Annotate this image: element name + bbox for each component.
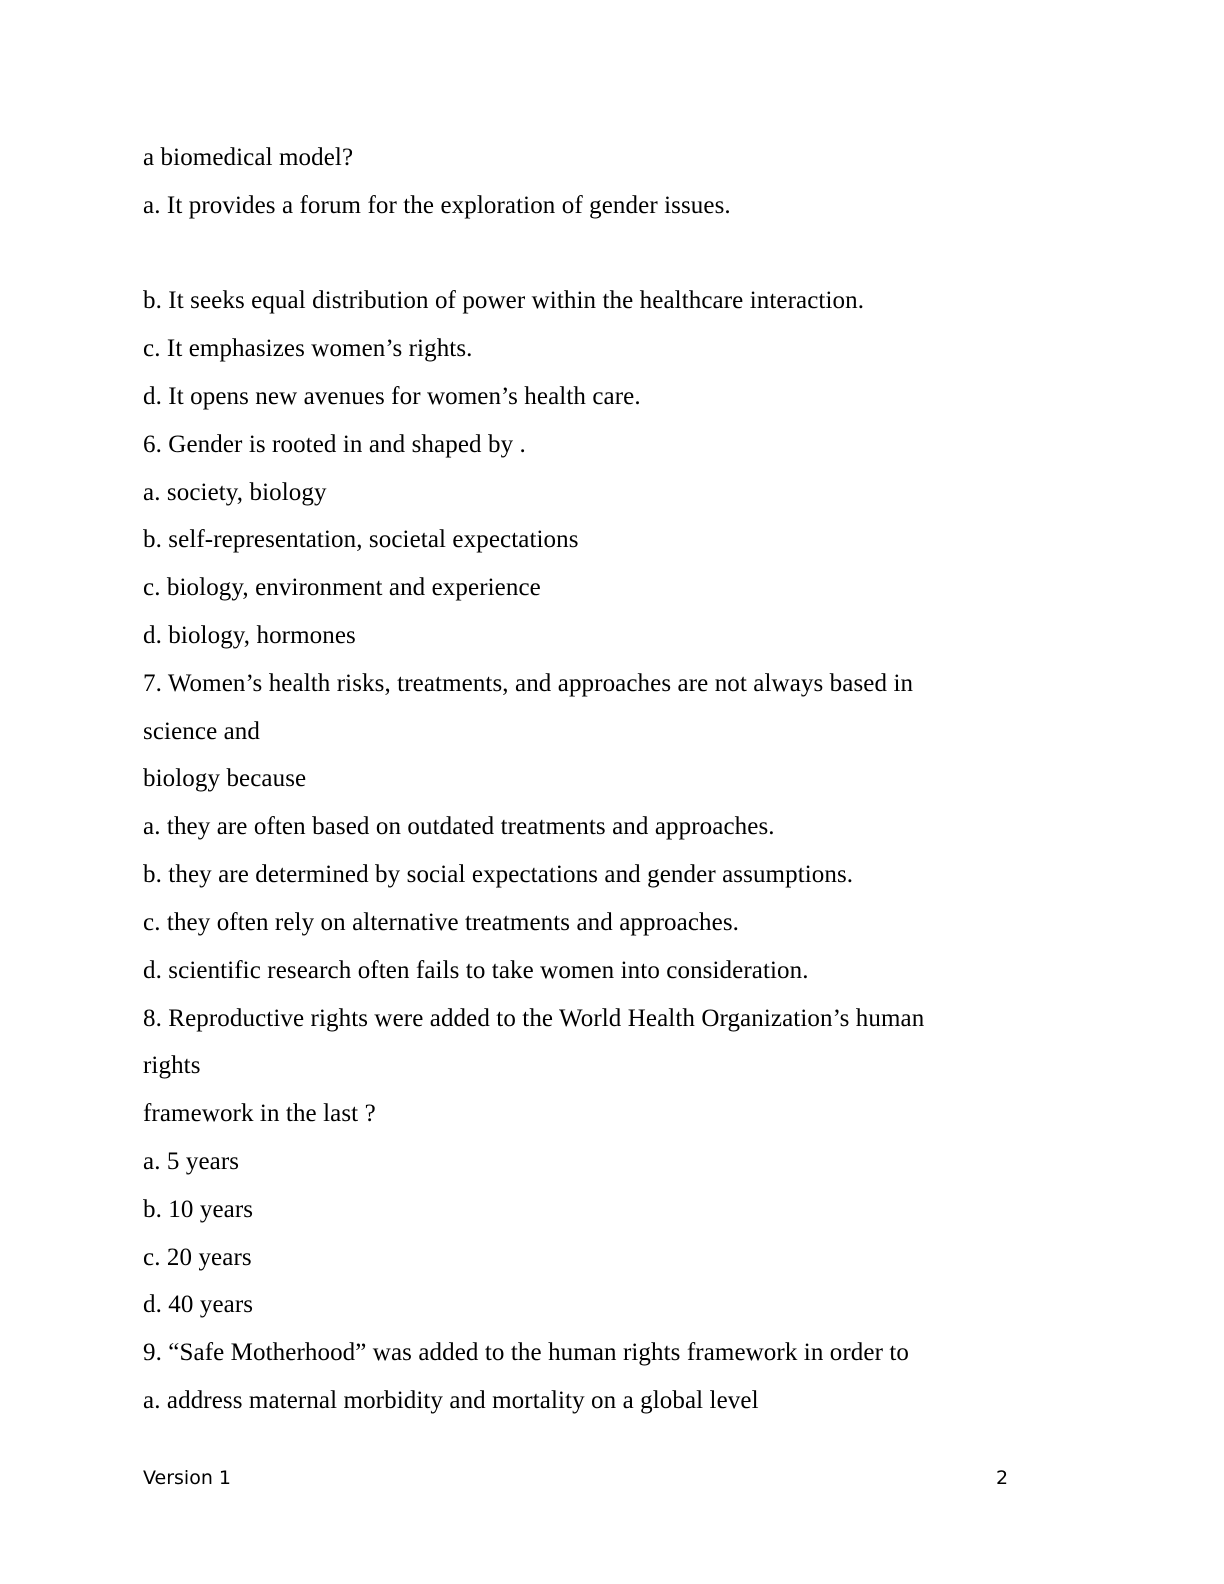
question-7-option-c: c. they often rely on alternative treatments and approaches.: [143, 909, 740, 936]
question-8-stem-line-3: framework in the last ?: [143, 1100, 376, 1127]
question-8-option-a: a. 5 years: [143, 1148, 240, 1175]
footer-version: Version 1: [143, 1467, 231, 1489]
question-6-option-b: b. self-representation, societal expectations: [143, 526, 579, 553]
question-6-option-a: a. society, biology: [143, 479, 327, 506]
question-7-stem-line-2: science and: [143, 718, 261, 745]
question-9-stem: 9. “Safe Motherhood” was added to the human rights framework in order to: [143, 1339, 910, 1366]
question-8-option-d: d. 40 years: [143, 1291, 254, 1318]
question-7-option-a: a. they are often based on outdated treatments and approaches.: [143, 813, 775, 840]
footer-page-number: 2: [996, 1467, 1009, 1489]
question-5-option-b: b. It seeks equal distribution of power within the healthcare interaction.: [143, 287, 865, 314]
question-5-option-a: a. It provides a forum for the exploration of gender issues.: [143, 192, 731, 219]
question-7-option-b: b. they are determined by social expectations and gender assumptions.: [143, 861, 854, 888]
question-6-option-c: c. biology, environment and experience: [143, 574, 541, 601]
question-6-stem: 6. Gender is rooted in and shaped by .: [143, 431, 526, 458]
question-7-option-d: d. scientific research often fails to take women into consideration.: [143, 957, 809, 984]
question-5-option-d: d. It opens new avenues for women’s health care.: [143, 383, 641, 410]
question-8-stem-line-1: 8. Reproductive rights were added to the World Health Organization’s human: [143, 1005, 925, 1032]
question-8-option-b: b. 10 years: [143, 1196, 254, 1223]
question-7-stem-line-3: biology because: [143, 765, 307, 792]
question-5-stem-continuation: a biomedical model?: [143, 144, 354, 171]
question-7-stem-line-1: 7. Women’s health risks, treatments, and approaches are not always based in: [143, 670, 914, 697]
question-8-stem-line-2: rights: [143, 1052, 201, 1079]
question-8-option-c: c. 20 years: [143, 1244, 252, 1271]
question-6-option-d: d. biology, hormones: [143, 622, 356, 649]
question-9-option-a: a. address maternal morbidity and mortality on a global level: [143, 1387, 759, 1414]
question-5-option-c: c. It emphasizes women’s rights.: [143, 335, 473, 362]
